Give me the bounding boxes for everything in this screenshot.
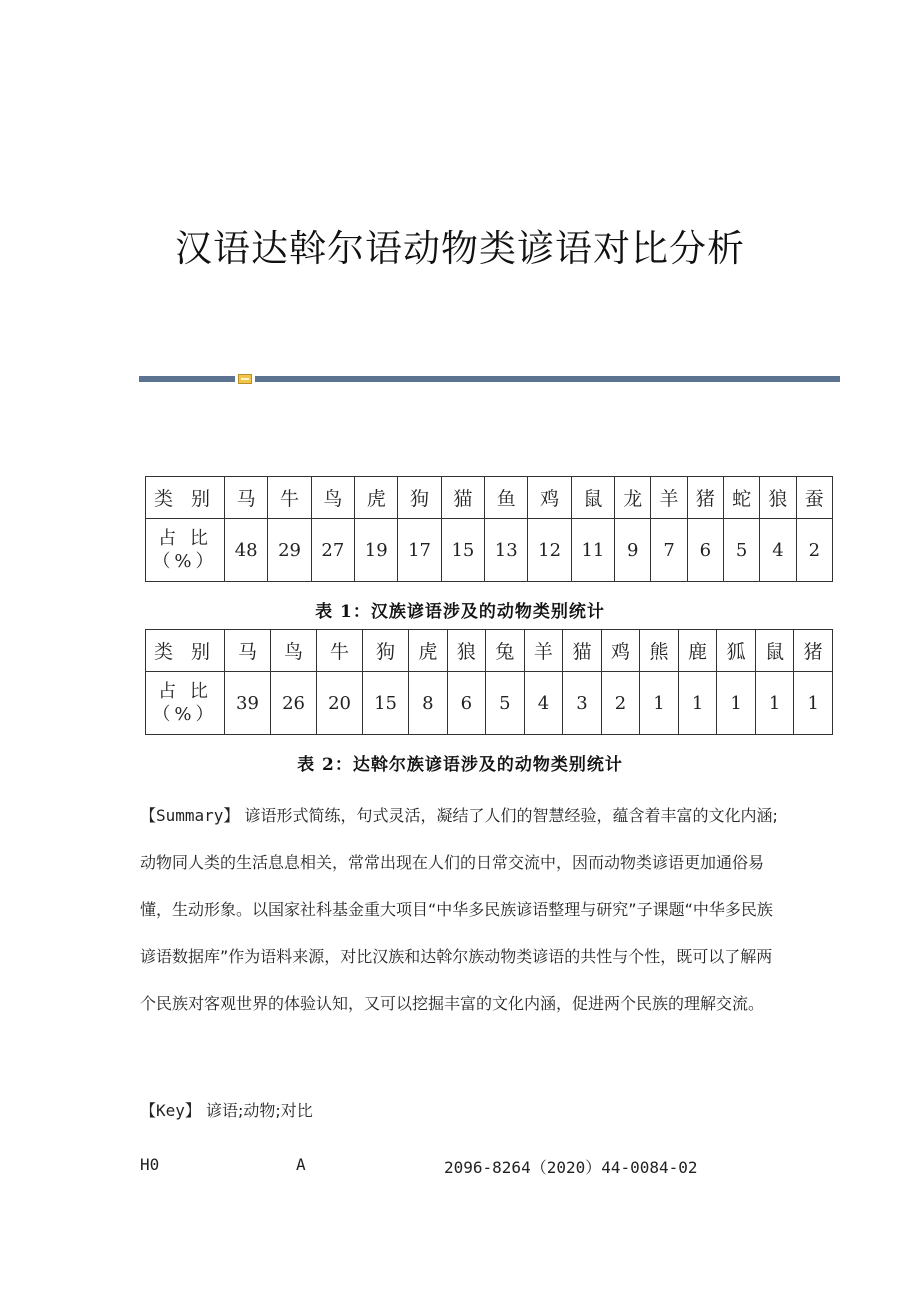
table1-value-cell: 5 (723, 519, 759, 582)
page-title: 汉语达斡尔语动物类谚语对比分析 (175, 227, 745, 270)
table1-value-cell: 27 (311, 519, 354, 582)
title-divider (139, 374, 840, 384)
table2-value-cell: 1 (640, 672, 679, 735)
table1-category-cell: 羊 (651, 477, 687, 519)
table2-category-cell: 狼 (447, 630, 486, 672)
table2-category-cell: 马 (225, 630, 271, 672)
table1-category-cell: 牛 (268, 477, 311, 519)
table1-value-cell: 17 (398, 519, 441, 582)
table2-category-cell: 牛 (317, 630, 363, 672)
clc-code: H0 (140, 1155, 160, 1174)
table2-category-cell: 羊 (524, 630, 563, 672)
table1-category-cell: 蛇 (723, 477, 759, 519)
table2-category-cell: 熊 (640, 630, 679, 672)
table1-value-cell: 12 (528, 519, 571, 582)
table-1-header-label: 类 别 (146, 477, 225, 519)
table1-category-cell: 龙 (615, 477, 651, 519)
keywords-text: 谚语;动物;对比 (206, 1101, 313, 1120)
table-1-value-label: 占 比 （%） (146, 519, 225, 582)
issn-code: 2096-8264（2020）44-0084-02 (444, 1158, 698, 1177)
table1-value-cell: 4 (760, 519, 796, 582)
keywords-tag: 【Key】 (140, 1101, 201, 1120)
table2-category-cell: 狗 (363, 630, 409, 672)
table1-category-cell: 蚕 (796, 477, 832, 519)
table1-category-cell: 鼠 (571, 477, 614, 519)
table2-value-cell: 2 (601, 672, 640, 735)
table1-value-cell: 2 (796, 519, 832, 582)
table2-value-cell: 15 (363, 672, 409, 735)
table2-value-cell: 1 (755, 672, 794, 735)
table-2-caption: 表 2：达斡尔族谚语涉及的动物类别统计 (297, 755, 623, 775)
table1-value-cell: 13 (485, 519, 528, 582)
table2-value-cell: 4 (524, 672, 563, 735)
document-code: A (296, 1155, 306, 1174)
table2-category-cell: 兔 (486, 630, 525, 672)
classification-footer (140, 1155, 780, 1183)
table1-value-cell: 11 (571, 519, 614, 582)
table1-value-cell: 9 (615, 519, 651, 582)
table2-category-cell: 猪 (794, 630, 833, 672)
table1-category-cell: 狗 (398, 477, 441, 519)
table2-category-cell: 虎 (409, 630, 448, 672)
summary-paragraph (140, 792, 780, 1027)
table2-category-cell: 狐 (717, 630, 756, 672)
table2-category-cell: 鸟 (271, 630, 317, 672)
divider-ornament-icon (238, 374, 252, 384)
table-2-daur-animal-stats (145, 629, 833, 735)
table1-category-cell: 猫 (441, 477, 484, 519)
table2-value-cell: 3 (563, 672, 602, 735)
summary-tag: 【Summary】 (140, 806, 240, 825)
table-2-header-label: 类 别 (146, 630, 225, 672)
table1-category-cell: 鸡 (528, 477, 571, 519)
table1-category-cell: 鱼 (485, 477, 528, 519)
table1-value-cell: 29 (268, 519, 311, 582)
table1-category-cell: 虎 (355, 477, 398, 519)
table2-value-cell: 20 (317, 672, 363, 735)
table2-value-cell: 39 (225, 672, 271, 735)
summary-text: 谚语形式简练，句式灵活，凝结了人们的智慧经验，蕴含着丰富的文化内涵;动物同人类的生活息息相关，常常出现在人们的日常交流中，因而动物类谚语更加通俗易懂，生动形象。以国家社科基金重大项目“中华多民族谚语整理与研究”子课题“中华多民族谚语数据库”作为语料来源，对比汉族和达斡尔族动物类谚语的共性与个性，既可以了解两个民族对客观世界的体验认知，又可以挖掘丰富的文化内涵，促进两个民族的理解交流。 (140, 806, 778, 1013)
table2-category-cell: 鼠 (755, 630, 794, 672)
table2-value-cell: 8 (409, 672, 448, 735)
table2-value-cell: 26 (271, 672, 317, 735)
table2-value-cell: 1 (717, 672, 756, 735)
table2-value-cell: 6 (447, 672, 486, 735)
table2-category-cell: 猫 (563, 630, 602, 672)
table1-value-cell: 48 (225, 519, 268, 582)
table-1-caption: 表 1：汉族谚语涉及的动物类别统计 (315, 602, 605, 622)
table1-value-cell: 19 (355, 519, 398, 582)
table1-value-cell: 7 (651, 519, 687, 582)
table1-value-cell: 15 (441, 519, 484, 582)
table1-category-cell: 狼 (760, 477, 796, 519)
table2-value-cell: 5 (486, 672, 525, 735)
table-1-han-animal-stats (145, 476, 833, 582)
table1-category-cell: 猪 (687, 477, 723, 519)
table2-category-cell: 鹿 (678, 630, 717, 672)
table1-category-cell: 鸟 (311, 477, 354, 519)
table2-category-cell: 鸡 (601, 630, 640, 672)
table1-value-cell: 6 (687, 519, 723, 582)
table2-value-cell: 1 (794, 672, 833, 735)
table1-category-cell: 马 (225, 477, 268, 519)
table2-value-cell: 1 (678, 672, 717, 735)
keywords-paragraph (140, 1087, 780, 1134)
table-2-value-label: 占 比 （%） (146, 672, 225, 735)
